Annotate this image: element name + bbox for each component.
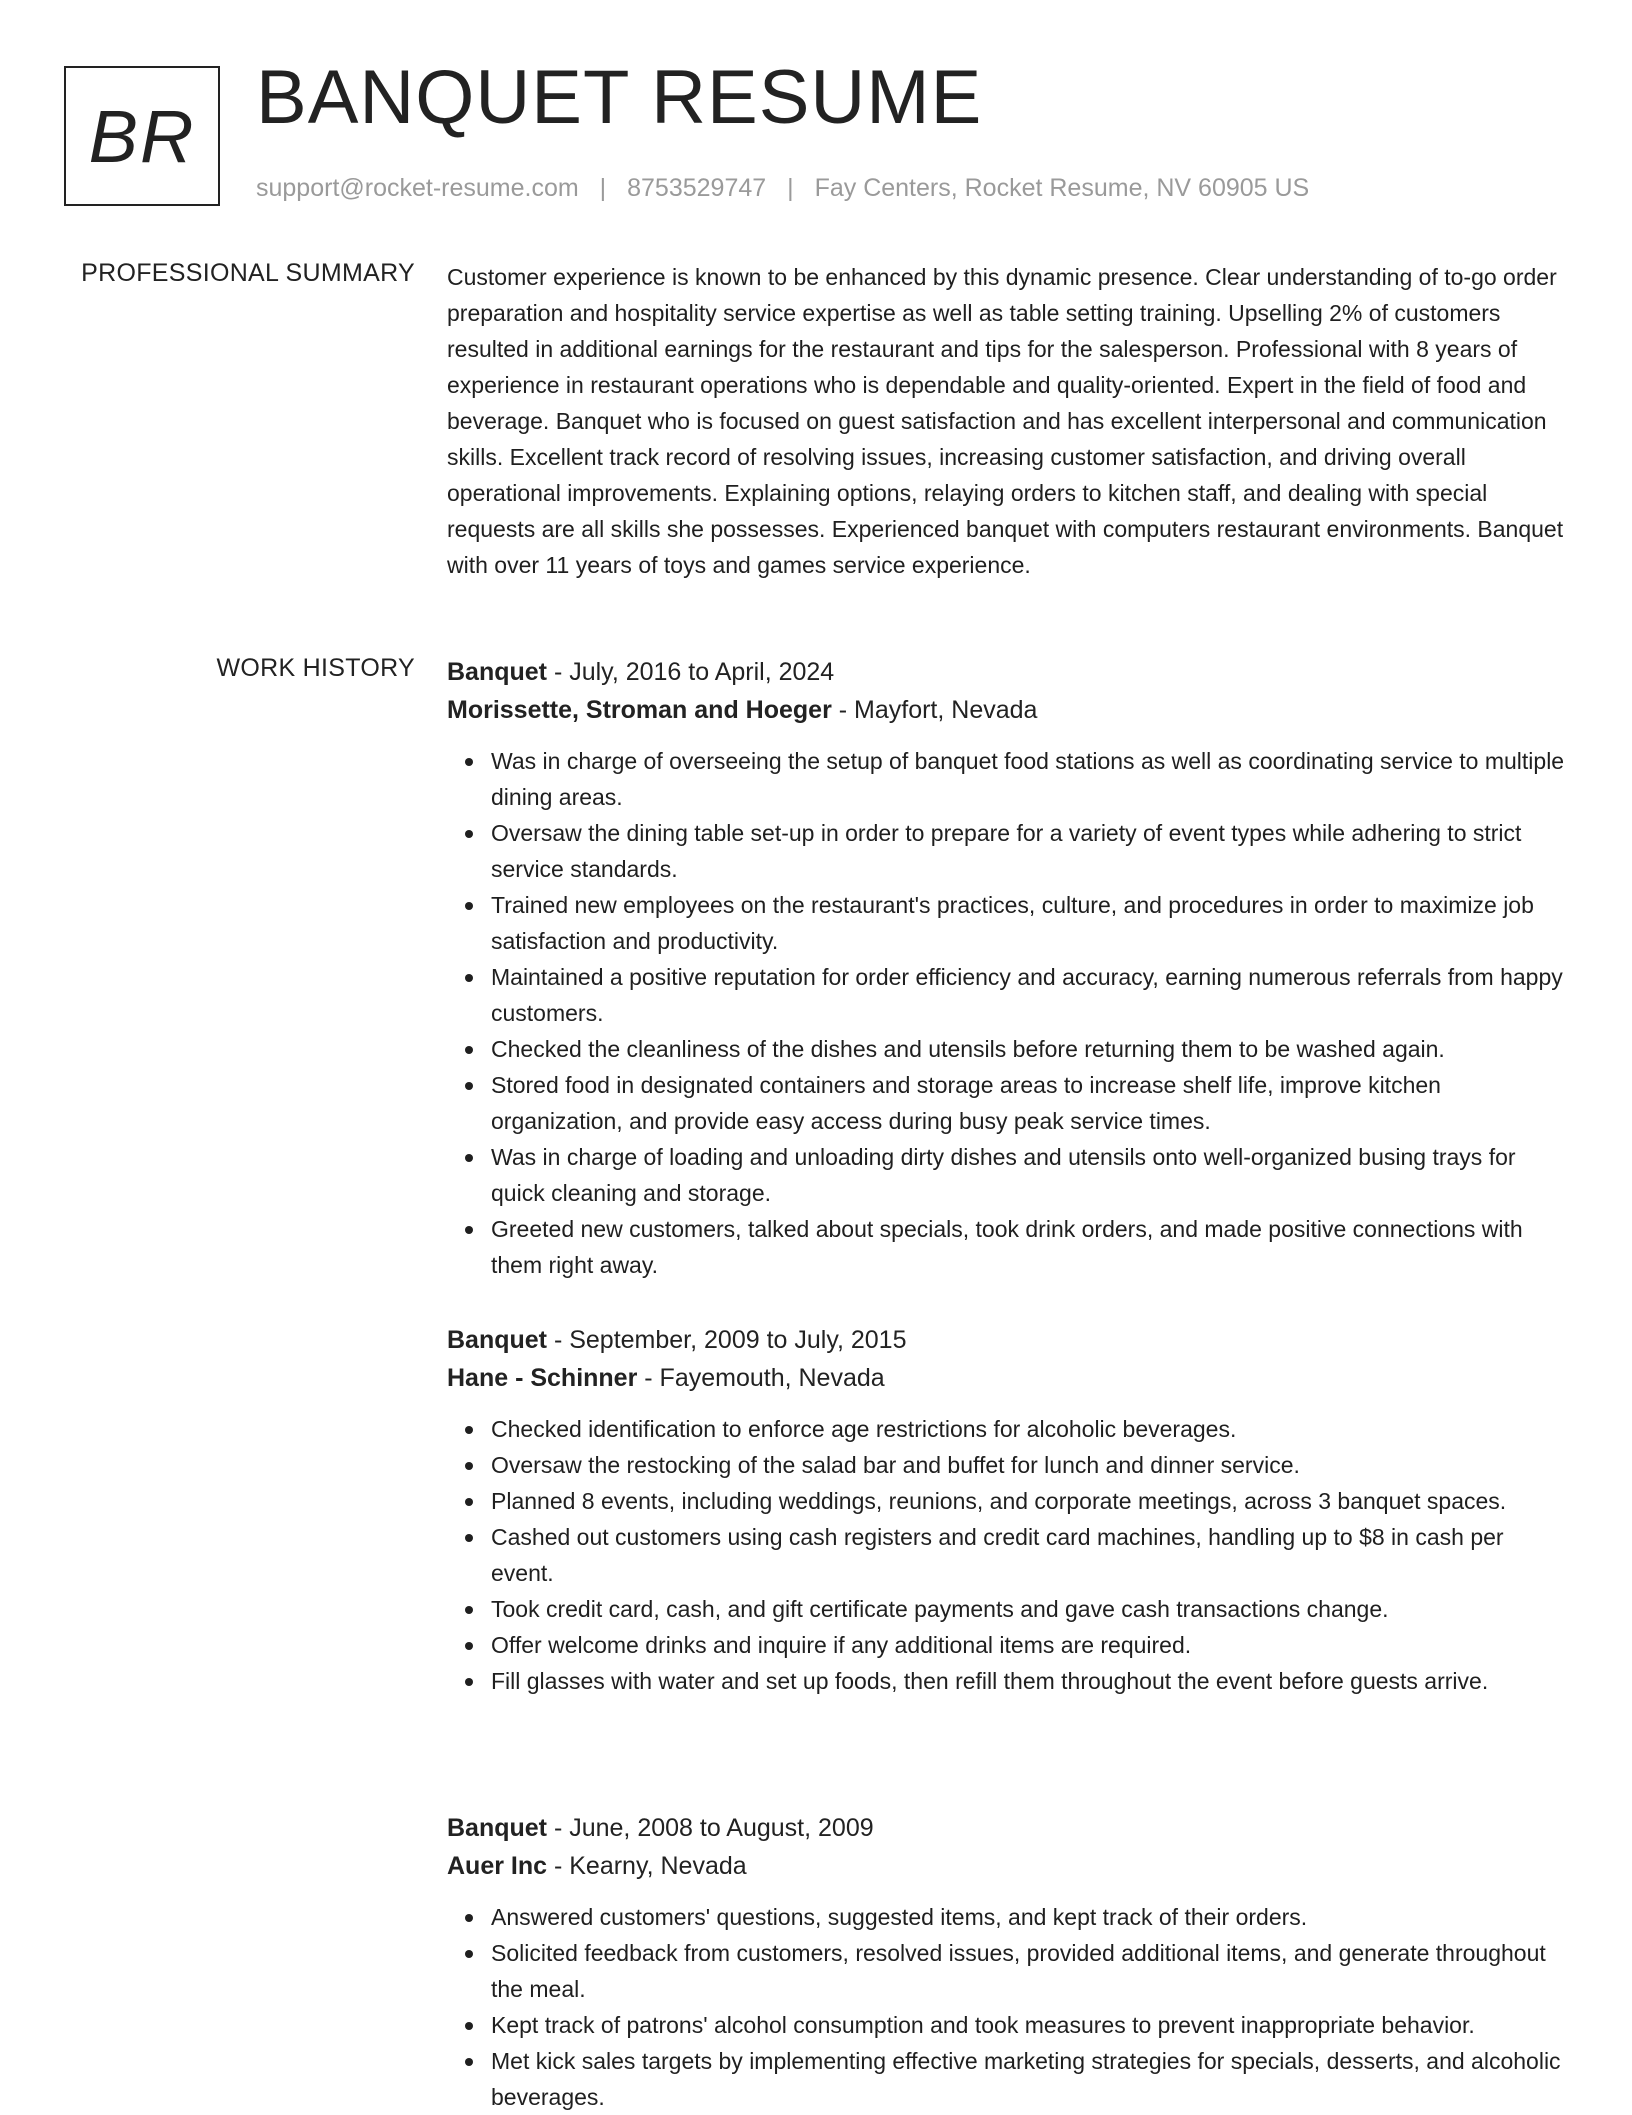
summary-section <box>447 259 1567 583</box>
contact-phone: 8753529747 <box>627 174 767 202</box>
job-entry <box>447 653 1567 1283</box>
job-bullet: Answered customers' questions, suggested items, and kept track of their orders. <box>491 1899 1567 1935</box>
job-bullet: Was in charge of overseeing the setup of banquet food stations as well as coordinating service to multiple dining areas. <box>491 743 1567 815</box>
job-dates: - June, 2008 to August, 2009 <box>547 1814 874 1842</box>
summary-text: Customer experience is known to be enhanced by this dynamic presence. Clear understanding of to-go order preparation and hospitality service expertise as well as table setting training. Upselling 2% of customers resulted in additional earnings for the restaurant and tips for the salesperson. Professional with 8 years of experience in restaurant operations who is dependable and quality-oriented. Expert in the field of food and beverage. Banquet who is focused on guest satisfaction and has excellent interpersonal and communication skills. Excellent track record of resolving issues, increasing customer satisfaction, and driving overall operational improvements. Explaining options, relaying orders to kitchen staff, and dealing with special requests are all skills she possesses. Experienced banquet with computers restaurant environments. Banquet with over 11 years of toys and games service experience. <box>447 264 1564 578</box>
job-location: - Kearny, Nevada <box>547 1852 747 1880</box>
job-entry <box>447 1809 1567 2115</box>
contact-address: Fay Centers, Rocket Resume, NV 60905 US <box>814 174 1310 202</box>
job-bullet: Offer welcome drinks and inquire if any additional items are required. <box>491 1627 1567 1663</box>
job-dates: - September, 2009 to July, 2015 <box>547 1326 907 1354</box>
job-bullet: Planned 8 events, including weddings, reunions, and corporate meetings, across 3 banquet spaces. <box>491 1483 1567 1519</box>
job-bullet: Met kick sales targets by implementing effective marketing strategies for specials, desserts, and alcoholic beverages. <box>491 2043 1567 2115</box>
job-title-line <box>447 1321 1567 1359</box>
job-dates: - July, 2016 to April, 2024 <box>547 658 835 686</box>
job-company: Morissette, Stroman and Hoeger <box>447 696 832 724</box>
job-bullet: Cashed out customers using cash registers and credit card machines, handling up to $8 in cash per event. <box>491 1519 1567 1591</box>
job-entry <box>447 1321 1567 1699</box>
job-bullet: Trained new employees on the restaurant's practices, culture, and procedures in order to maximize job satisfaction and productivity. <box>491 887 1567 959</box>
job-bullet-list <box>447 1899 1567 2115</box>
job-company: Hane - Schinner <box>447 1364 638 1392</box>
section-label-summary: PROFESSIONAL SUMMARY <box>81 259 415 287</box>
job-company-line <box>447 1847 1567 1885</box>
job-bullet: Oversaw the restocking of the salad bar and buffet for lunch and dinner service. <box>491 1447 1567 1483</box>
contact-separator: | <box>599 174 607 202</box>
contact-separator: | <box>787 174 794 202</box>
job-bullet: Maintained a positive reputation for order efficiency and accuracy, earning numerous referrals from happy customers. <box>491 959 1567 1031</box>
job-bullet-list <box>447 1411 1567 1699</box>
job-bullet: Was in charge of loading and unloading dirty dishes and utensils onto well-organized busing trays for quick cleaning and storage. <box>491 1139 1567 1211</box>
job-company: Auer Inc <box>447 1852 548 1880</box>
job-bullet-list <box>447 743 1567 1283</box>
job-bullet: Stored food in designated containers and storage areas to increase shelf life, improve kitchen organization, and provide easy access during busy peak service times. <box>491 1067 1567 1139</box>
job-title-line <box>447 653 1567 691</box>
job-company-line <box>447 691 1567 729</box>
job-location: - Mayfort, Nevada <box>831 696 1038 724</box>
section-label-work-history: WORK HISTORY <box>216 654 415 682</box>
job-bullet: Checked identification to enforce age restrictions for alcoholic beverages. <box>491 1411 1567 1447</box>
contact-email: support@rocket-resume.com <box>256 174 579 202</box>
job-bullet: Oversaw the dining table set-up in order to prepare for a variety of event types while adhering to strict service standards. <box>491 815 1567 887</box>
monogram-initials: BR <box>88 95 196 178</box>
job-bullet: Fill glasses with water and set up foods, then refill them throughout the event before guests arrive. <box>491 1663 1567 1699</box>
job-title: Banquet <box>447 1326 547 1354</box>
job-bullet: Kept track of patrons' alcohol consumption and took measures to prevent inappropriate behavior. <box>491 2007 1567 2043</box>
contact-line <box>256 174 1309 203</box>
resume-name: BANQUET RESUME <box>256 55 983 140</box>
job-company-line <box>447 1359 1567 1397</box>
job-bullet: Greeted new customers, talked about specials, took drink orders, and made positive connections with them right away. <box>491 1211 1567 1283</box>
job-title: Banquet <box>447 658 547 686</box>
job-bullet: Checked the cleanliness of the dishes and utensils before returning them to be washed again. <box>491 1031 1567 1067</box>
job-title: Banquet <box>447 1814 547 1842</box>
job-bullet: Took credit card, cash, and gift certificate payments and gave cash transactions change. <box>491 1591 1567 1627</box>
monogram-logo <box>64 66 220 206</box>
job-title-line <box>447 1809 1567 1847</box>
job-bullet: Solicited feedback from customers, resolved issues, provided additional items, and generate throughout the meal. <box>491 1935 1567 2007</box>
job-location: - Fayemouth, Nevada <box>637 1364 885 1392</box>
